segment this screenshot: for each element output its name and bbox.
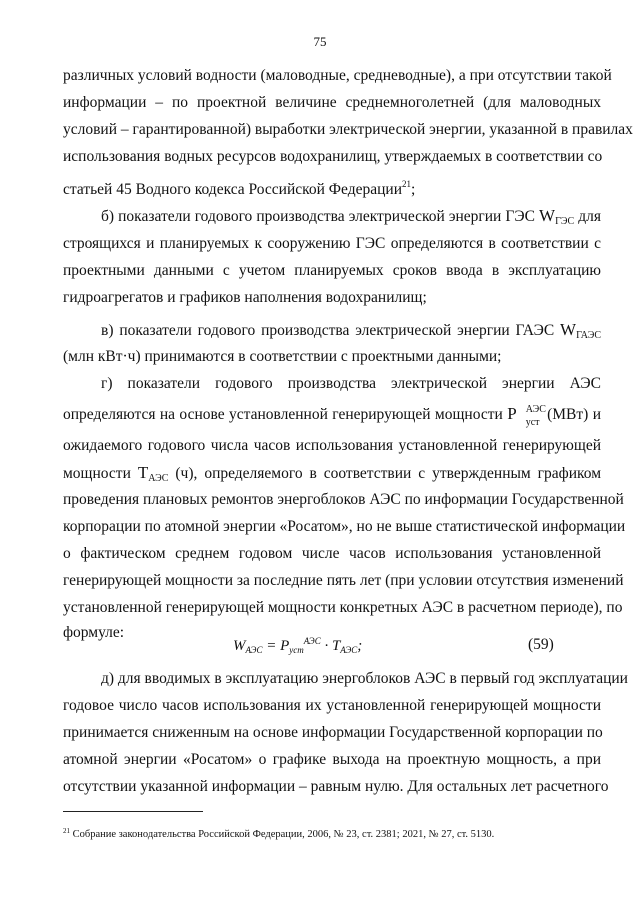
formula: [233, 636, 362, 655]
text-fragment: б) показатели годового производства электрической энергии ГЭС: [101, 208, 535, 225]
math-stack: [517, 404, 546, 428]
footnote: [63, 827, 494, 840]
text-fragment: для: [578, 208, 601, 225]
formula-subscript: АЭС: [340, 645, 358, 655]
text-line: формуле:: [63, 624, 125, 641]
math-subscript: ГАЭС: [576, 330, 602, 341]
footnote-ref: 21: [402, 179, 412, 189]
text-line: д) для вводимых в эксплуатацию энергоблоков АЭС в первый год эксплуатации: [101, 670, 628, 687]
text-line: условий – гарантированной) выработки электрической энергии, указанной в правилах: [63, 121, 633, 138]
text-line: [63, 174, 601, 200]
text-line: информации – по проектной величине среднемноголетней (для маловодных: [63, 94, 601, 111]
math-subscript: ГЭС: [555, 216, 575, 227]
text-line: отсутствии указанной информации – равным нулю. Для остальных лет расчетного: [63, 778, 609, 795]
equation-number: (59): [528, 636, 554, 653]
math-symbol: [507, 404, 546, 428]
text-line: принимается сниженным на основе информации Государственной корпорации по: [63, 724, 603, 741]
text-fragment: статьей 45 Водного кодекса Российской Федерации: [63, 181, 403, 198]
formula-var: P: [280, 638, 290, 654]
text-fragment: мощности: [63, 465, 131, 482]
formula-end: ;: [357, 638, 363, 654]
formula-op: =: [262, 638, 281, 654]
text-line: [63, 404, 602, 428]
math-symbol: [539, 206, 574, 225]
footnote-marker: 21: [63, 827, 70, 835]
math-subscript: уст: [525, 417, 540, 428]
text-line: ожидаемого годового числа часов использования установленной генерирующей: [63, 437, 601, 454]
text-fragment: (МВт) и: [547, 406, 602, 423]
footnote-text: Собрание законодательства Российской Федерации, 2006, № 23, ст. 2381; 2021, № 27, ст. 5130.: [70, 829, 495, 840]
math-var: W: [539, 206, 556, 225]
math-var: T: [137, 463, 149, 482]
text-line: атомной энергии «Росатом» о графике выхода на проектную мощность, а при: [63, 751, 601, 768]
formula-op: ·: [320, 638, 332, 654]
formula-var: T: [331, 638, 341, 654]
text-line: о фактическом среднем годовом числе часов использования установленной: [63, 545, 601, 562]
text-line: проектными данными с учетом планируемых сроков ввода в эксплуатацию: [63, 262, 601, 279]
text-line: [101, 206, 601, 232]
math-superscript: АЭС: [525, 404, 546, 415]
math-subscript: АЭС: [148, 473, 169, 484]
footnote-divider: [63, 811, 203, 812]
formula-var: W: [233, 638, 246, 654]
math-var: W: [560, 320, 577, 339]
math-symbol: [138, 465, 169, 482]
text-fragment: определяются на основе установленной генерирующей мощности: [63, 406, 503, 423]
formula-superscript: АЭС: [303, 636, 321, 646]
text-fragment: ;: [411, 181, 416, 198]
text-line: различных условий водности (маловодные, средневодные), а при отсутствии такой: [63, 67, 612, 84]
formula-subscript: АЭС: [245, 645, 263, 655]
text-line: г) показатели годового производства электрической энергии АЭС: [101, 375, 601, 392]
text-line: строящихся и планируемых к сооружению ГЭС определяются в соответствии с: [63, 235, 601, 252]
text-line: установленной генерирующей мощности конкретных АЭС в расчетном периоде), по: [63, 599, 623, 616]
text-line: [63, 463, 601, 489]
formula-subscript: уст: [289, 645, 304, 655]
page-number: 75: [313, 34, 327, 49]
text-line: использования водных ресурсов водохранилищ, утверждаемых в соответствии со: [63, 148, 603, 165]
text-line: корпорации по атомной энергии «Росатом», но не выше статистической информации: [63, 518, 626, 535]
math-symbol: [560, 320, 601, 339]
math-var: P: [507, 404, 517, 423]
text-line: (млн кВт·ч) принимаются в соответствии с проектными данными;: [63, 348, 502, 365]
text-fragment: в) показатели годового производства электрической энергии ГАЭС: [101, 322, 555, 339]
text-fragment: (ч), определяемого в соответствии с утвержденным графиком: [175, 465, 602, 482]
text-line: годовое число часов использования их установленной генерирующей мощности: [63, 697, 601, 714]
text-line: генерирующей мощности за последние пять лет (при условии отсутствия изменений: [63, 572, 624, 589]
text-line: проведения плановых ремонтов энергоблоков АЭС по информации Государственной: [63, 491, 624, 508]
text-line: [101, 320, 601, 346]
text-line: гидроагрегатов и графиков наполнения водохранилищ;: [63, 289, 427, 306]
